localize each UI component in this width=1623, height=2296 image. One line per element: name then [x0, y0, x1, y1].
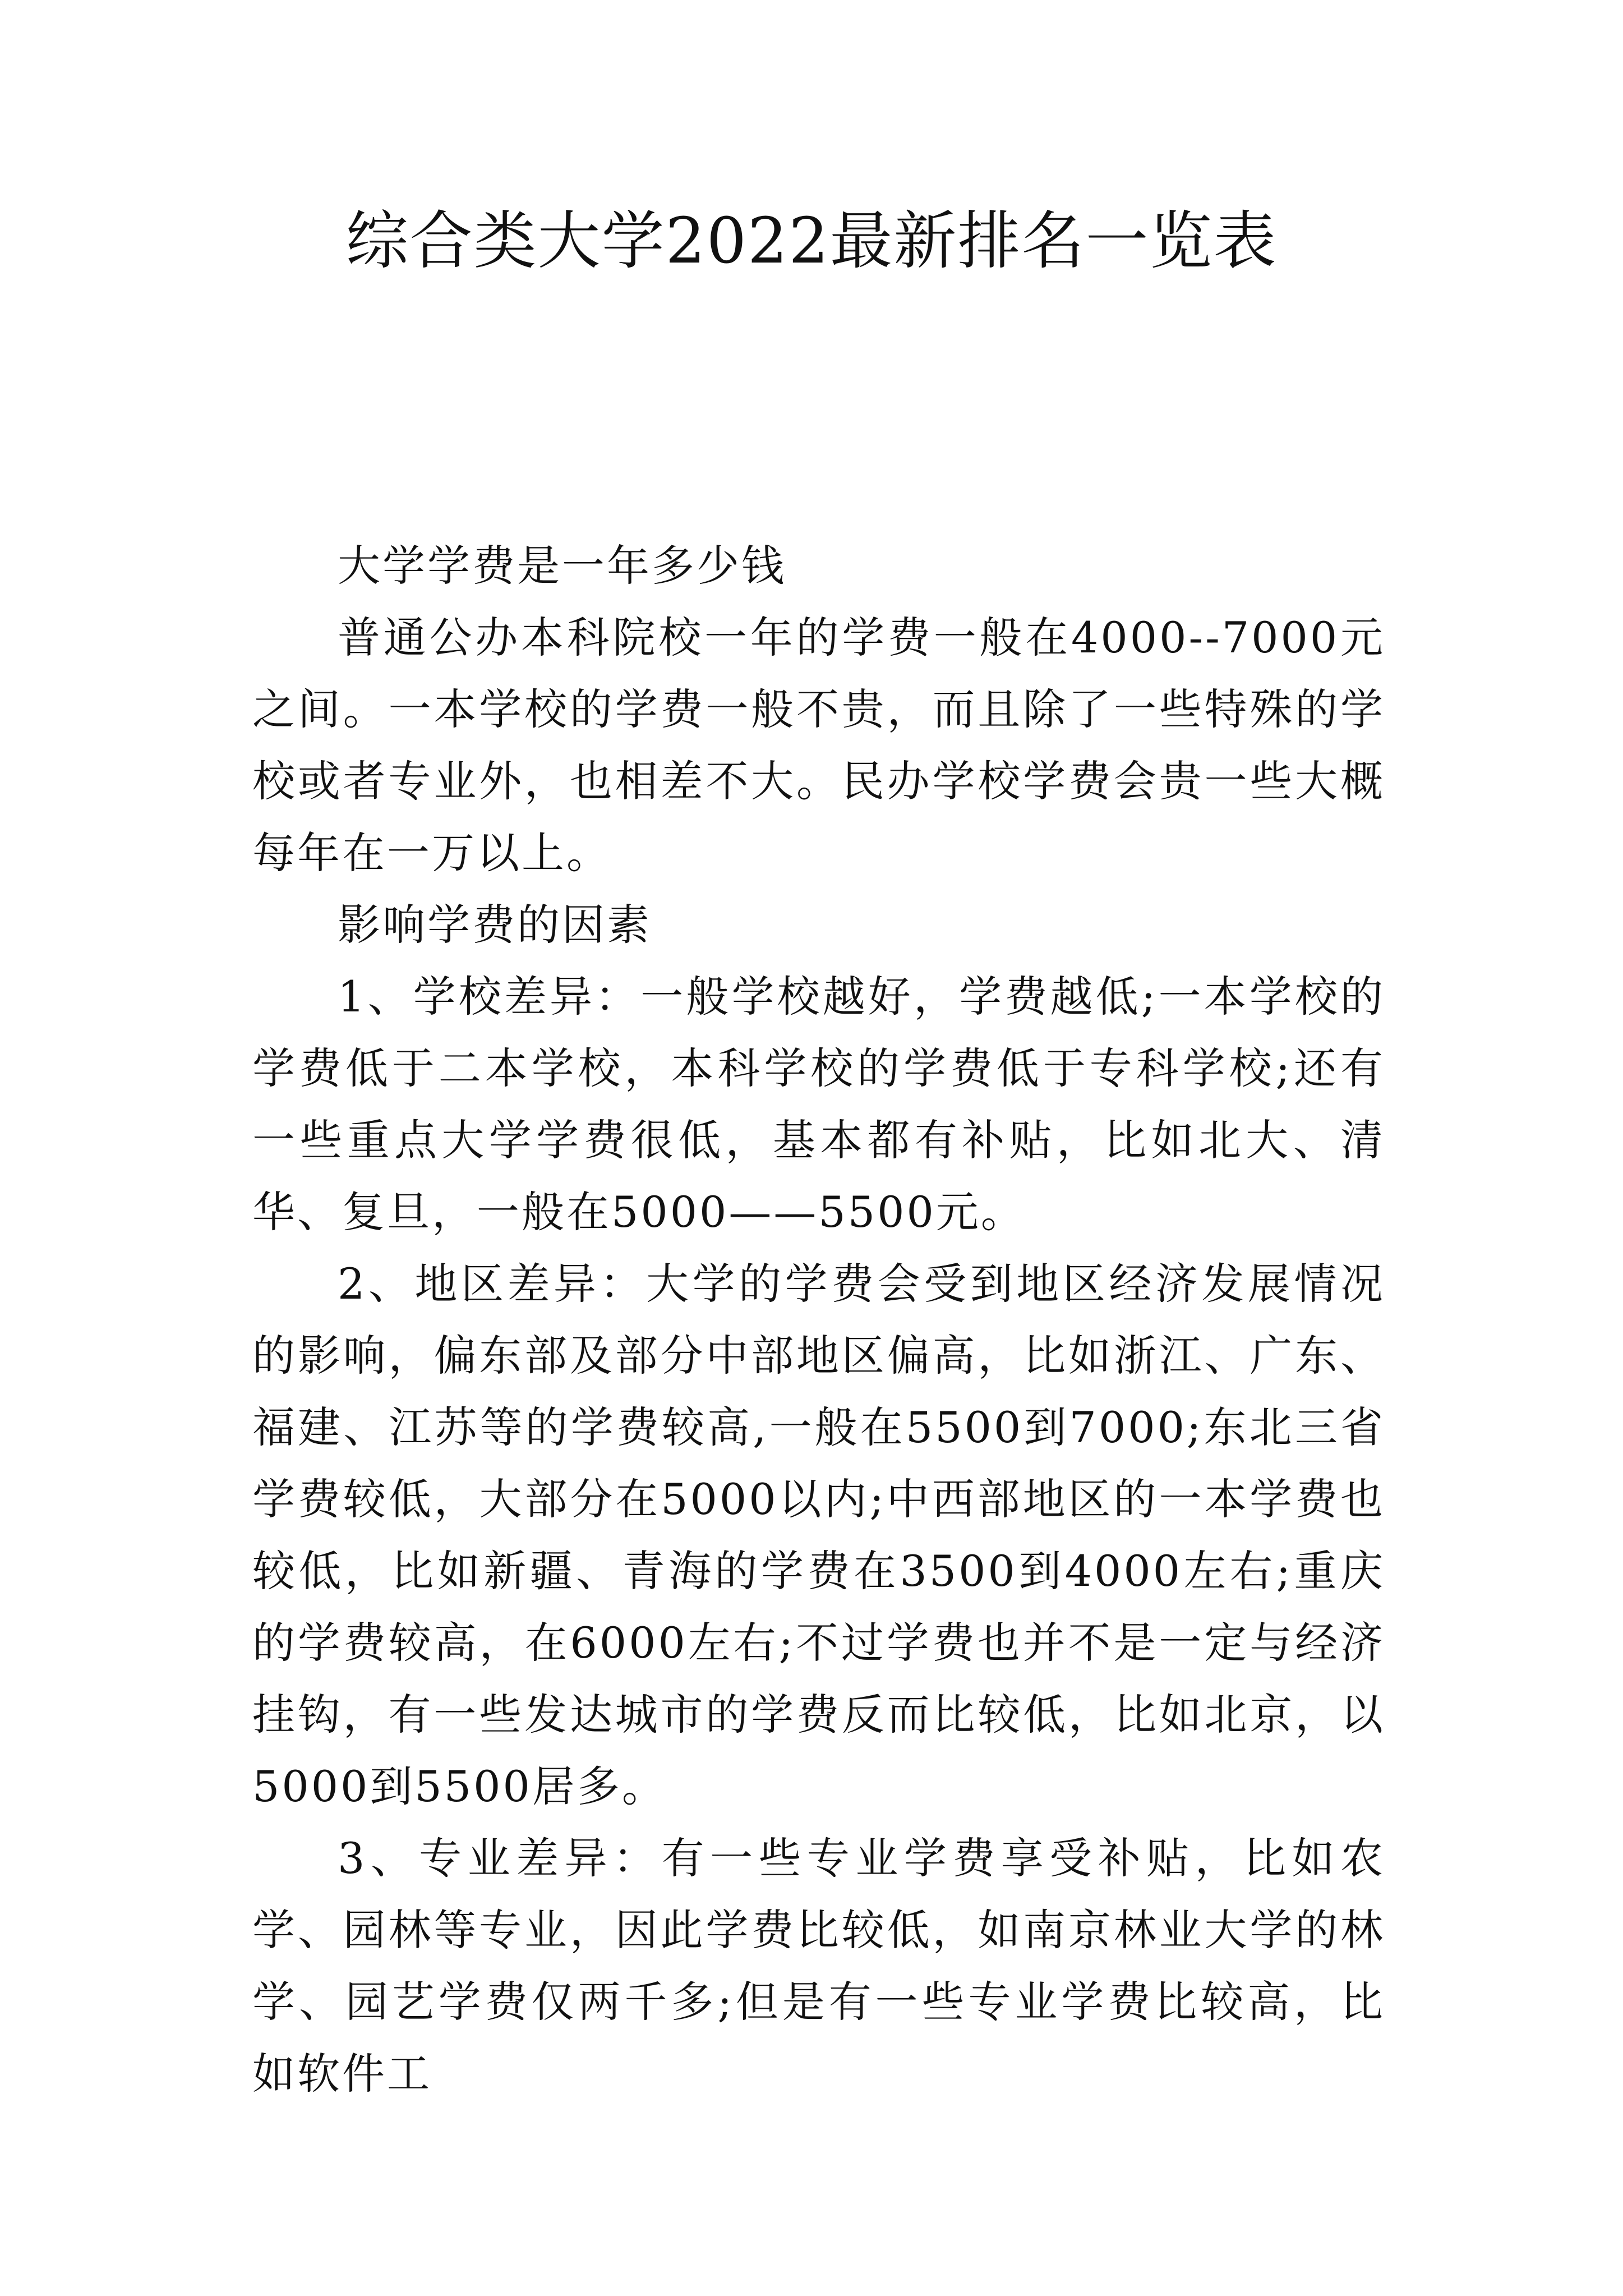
paragraph-school-difference: 1、学校差异：一般学校越好，学费越低;一本学校的学费低于二本学校，本科学校的学费低于专科学校;还有一些重点大学学费很低，基本都有补贴，比如北大、清华、复旦，一般在5000——5500元。	[252, 972, 1385, 1237]
paragraph-factors-heading: 影响学费的因素	[338, 900, 652, 950]
paragraph-major-difference: 3、专业差异：有一些专业学费享受补贴，比如农学、园林等专业，因此学费比较低，如南京林业大学的林学、园艺学费仅两千多;但是有一些专业学费比较高，比如软件工	[252, 1833, 1385, 2099]
paragraph-region-difference: 2、地区差异：大学的学费会受到地区经济发展情况的影响，偏东部及部分中部地区偏高，比如浙江、广东、福建、江苏等的学费较高,一般在5500到7000;东北三省学费较低，大部分在5000以内;中西部地区的一本学费也较低，比如新疆、青海的学费在3500到4000左右;重庆的学费较高，在6000左右;不过学费也并不是一定与经济挂钩，有一些发达城市的学费反而比较低，比如北京，以5000到5500居多。	[252, 1259, 1385, 1811]
document-body	[252, 530, 1385, 2110]
paragraph-tuition-question: 大学学费是一年多少钱	[338, 541, 786, 591]
page-title: 综合类大学2022最新排名一览表	[345, 205, 1278, 278]
paragraph-tuition-range: 普通公办本科院校一年的学费一般在4000--7000元之间。一本学校的学费一般不贵，而且除了一些特殊的学校或者专业外，也相差不大。民办学校学费会贵一些大概每年在一万以上。	[252, 613, 1385, 878]
